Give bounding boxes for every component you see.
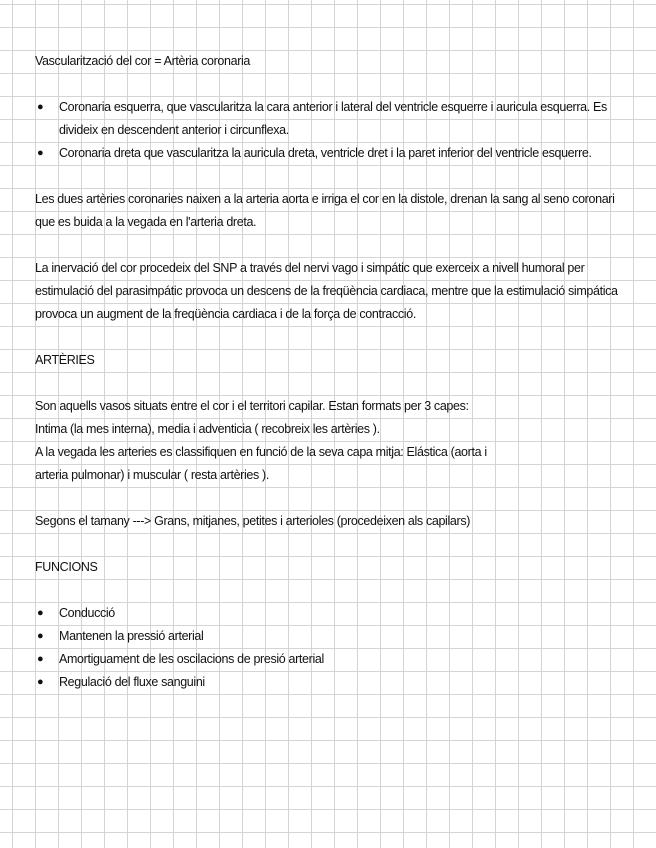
section-heading-funcions: FUNCIONS: [35, 560, 98, 574]
list-item: [35, 142, 625, 165]
list-item: [35, 602, 625, 625]
document-page: [35, 50, 625, 694]
paragraph-inervacio: [35, 257, 625, 326]
paragraph-text: La inervació del cor procedeix del SNP a través del nervi vago i simpátic que exerceix a nivell humoral per estimulació del parasimpátic provoca un descens de la freqüència cardiaca, mentre que la estimulació simpática provoca un augment de la freqüència cardiaca i de la força de contracció.: [35, 261, 618, 321]
bullet-icon: ●: [37, 607, 44, 619]
list-item-text: Conducció: [59, 606, 115, 620]
bullet-icon: ●: [37, 101, 44, 113]
section-heading-arteries: ARTÈRIES: [35, 353, 95, 367]
list-item: [35, 625, 625, 648]
list-item-text: Mantenen la pressió arterial: [59, 629, 204, 643]
list-item: [35, 671, 625, 694]
list-item-text: Amortiguament de les oscilacions de presió arterial: [59, 652, 324, 666]
bullet-icon: ●: [37, 653, 44, 665]
bullet-icon: ●: [37, 676, 44, 688]
title: Vascularització del cor = Artèria coronaria: [35, 54, 251, 68]
funcions-list: [35, 602, 625, 694]
list-item: [35, 96, 625, 142]
paragraph-coronaries: [35, 188, 625, 234]
list-item: [35, 648, 625, 671]
arteries-line: Son aquells vasos situats entre el cor i el territori capilar. Estan formats per 3 capes:: [35, 399, 469, 413]
bullet-icon: ●: [37, 630, 44, 642]
list-item-text: Coronaria dreta que vascularitza la auricula dreta, ventricle dret i la paret inferior del ventricle esquerre.: [59, 146, 592, 160]
tamany-line: Segons el tamany ---> Grans, mitjanes, petites i arterioles (procedeixen als capilars): [35, 514, 471, 528]
coronaries-list: [35, 96, 625, 165]
arteries-line: arteria pulmonar) i muscular ( resta artèries ).: [35, 468, 269, 482]
arteries-line: A la vegada les arteries es classifiquen en funció de la seva capa mitja: Elástica (aorta i: [35, 445, 487, 459]
paragraph-text: Les dues artèries coronaries naixen a la arteria aorta e irriga el cor en la distole, drenan la sang al seno coronari que es buida a la vegada en l'arteria dreta.: [35, 192, 615, 229]
bullet-icon: ●: [37, 147, 44, 159]
list-item-text: Regulació del fluxe sanguini: [59, 675, 205, 689]
list-item-text: Coronaria esquerra, que vascularitza la cara anterior i lateral del ventricle esquerre i auricula esquerra. Es divideix en descendent anterior i circunflexa.: [59, 100, 607, 137]
arteries-line: Intima (la mes interna), media i adventicia ( recobreix les artèries ).: [35, 422, 380, 436]
